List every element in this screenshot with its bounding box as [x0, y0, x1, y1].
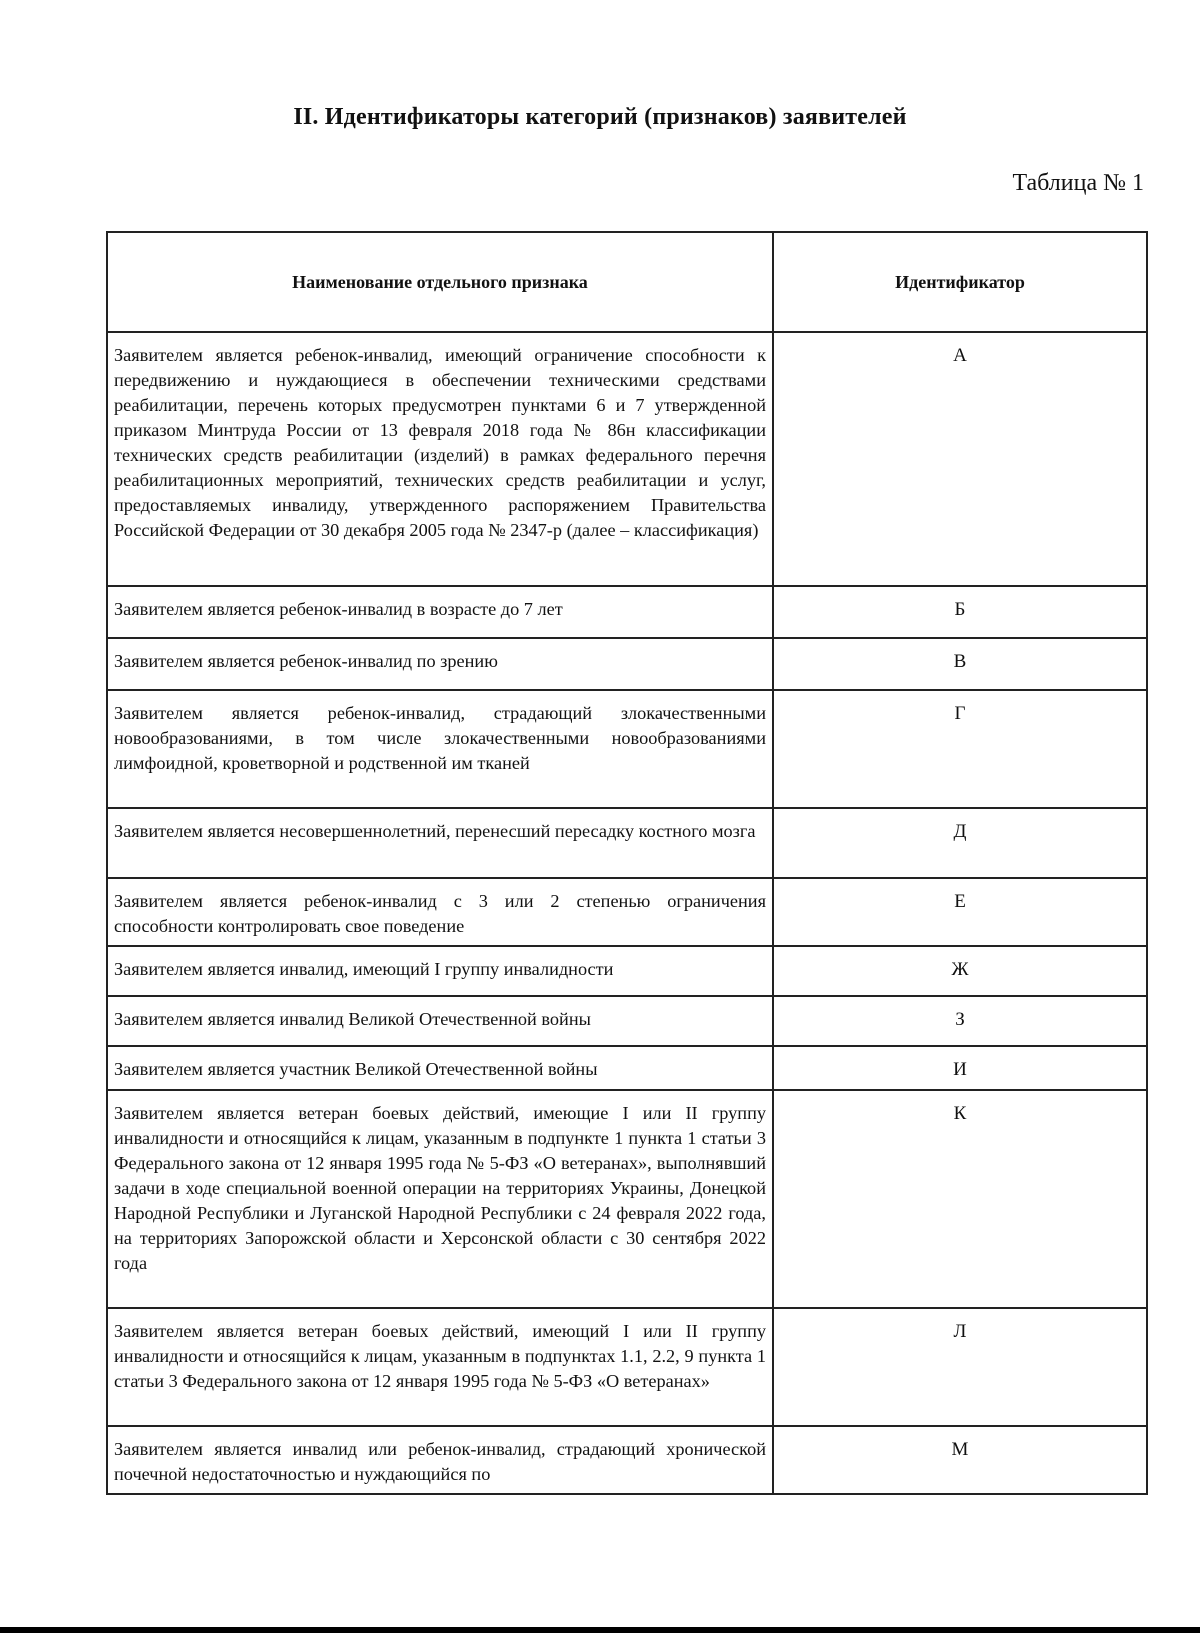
table-row [107, 1426, 1147, 1494]
row-identifier-cell: Л [773, 1308, 1147, 1426]
row-name-cell: Заявителем является ветеран боевых действий, имеющие I или II группу инвалидности и относящийся к лицам, указанным в подпункте 1 пункта 1 статьи 3 Федерального закона от 12 января 1995 года № 5-ФЗ «О ветеранах», выполнявший задачи в ходе специальной военной операции на территориях Украины, Донецкой Народной Республики и Луганской Народной Республики с 24 февраля 2022 года, на территориях Запорожской области и Херсонской области с 30 сентября 2022 года [107, 1090, 773, 1308]
row-identifier-cell: Г [773, 690, 1147, 808]
row-identifier-cell: Д [773, 808, 1147, 878]
row-name-cell: Заявителем является инвалид, имеющий I группу инвалидности [107, 946, 773, 996]
table-row [107, 1046, 1147, 1090]
row-name-cell: Заявителем является ребенок-инвалид в возрасте до 7 лет [107, 586, 773, 638]
table-row [107, 808, 1147, 878]
row-name-cell: Заявителем является ребенок-инвалид по зрению [107, 638, 773, 690]
row-name-cell: Заявителем является ребенок-инвалид, страдающий злокачественными новообразованиями, в том числе злокачественными новообразованиями лимфоидной, кроветворной и родственной им тканей [107, 690, 773, 808]
scan-edge [0, 1627, 1200, 1633]
row-identifier-cell: А [773, 332, 1147, 586]
header-identifier: Идентификатор [773, 232, 1147, 332]
page-title: II. Идентификаторы категорий (признаков) заявителей [293, 104, 907, 130]
header-name: Наименование отдельного признака [107, 232, 773, 332]
row-identifier-cell: Е [773, 878, 1147, 946]
row-identifier-cell: М [773, 1426, 1147, 1494]
row-name-cell: Заявителем является несовершеннолетний, перенесший пересадку костного мозга [107, 808, 773, 878]
table-row [107, 586, 1147, 638]
row-identifier-cell: К [773, 1090, 1147, 1308]
row-identifier-cell: В [773, 638, 1147, 690]
row-identifier-cell: Б [773, 586, 1147, 638]
table-row [107, 638, 1147, 690]
row-identifier-cell: И [773, 1046, 1147, 1090]
row-name-cell: Заявителем является инвалид или ребенок-инвалид, страдающий хронической почечной недостаточностью и нуждающийся по [107, 1426, 773, 1494]
row-name-cell: Заявителем является инвалид Великой Отечественной войны [107, 996, 773, 1046]
row-name-cell: Заявителем является ребенок-инвалид, имеющий ограничение способности к передвижению и нуждающиеся в обеспечении техническими средствами реабилитации, перечень которых предусмотрен пунктами 6 и 7 утвержденной приказом Минтруда России от 13 февраля 2018 года № 86н классификации технических средств реабилитации (изделий) в рамках федерального перечня реабилитационных мероприятий, технических средств реабилитации и услуг, предоставляемых инвалиду, утвержденного распоряжением Правительства Российской Федерации от 30 декабря 2005 года № 2347-р (далее – классификация) [107, 332, 773, 586]
row-name-cell: Заявителем является ветеран боевых действий, имеющий I или II группу инвалидности и относящийся к лицам, указанным в подпунктах 1.1, 2.2, 9 пункта 1 статьи 3 Федерального закона от 12 января 1995 года № 5-ФЗ «О ветеранах» [107, 1308, 773, 1426]
table-header-row [107, 232, 1147, 332]
row-identifier-cell: Ж [773, 946, 1147, 996]
table-row [107, 332, 1147, 586]
table-row [107, 1308, 1147, 1426]
table-row [107, 996, 1147, 1046]
table-row [107, 690, 1147, 808]
table-row [107, 1090, 1147, 1308]
row-name-cell: Заявителем является ребенок-инвалид с 3 или 2 степенью ограничения способности контролировать свое поведение [107, 878, 773, 946]
table-row [107, 878, 1147, 946]
table-caption: Таблица № 1 [1012, 170, 1144, 196]
row-name-cell: Заявителем является участник Великой Отечественной войны [107, 1046, 773, 1090]
categories-table [106, 231, 1148, 1495]
table-row [107, 946, 1147, 996]
row-identifier-cell: З [773, 996, 1147, 1046]
